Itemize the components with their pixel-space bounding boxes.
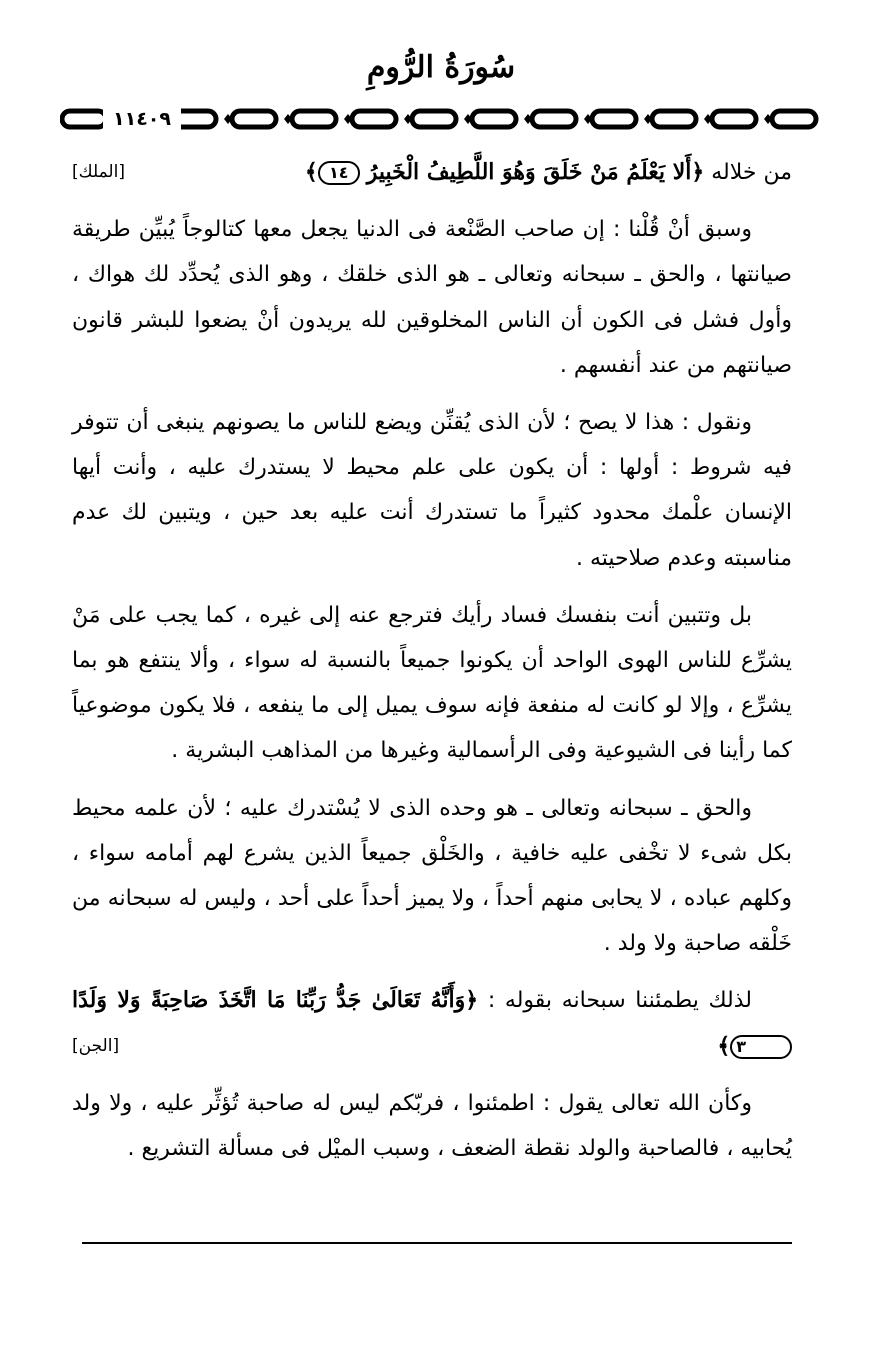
- lead-text: من خلاله: [704, 160, 792, 185]
- lead-text: لذلك يطمئننا سبحانه بقوله :: [478, 988, 752, 1014]
- paragraph: والحق ـ سبحانه وتعالى ـ هو وحده الذى لا يُسْتدرك عليه ؛ لأن علمه محيط بكل شىء لا تخْفى عليه خافية ، والخَلْق جميعاً الذين يشرع لهم أمامه سواء ، وكلهم عباده ، لا يحابى منهم أحداً ، ولا يميز أحداً على أحد ، وليس له سبحانه من خَلْقه صاحبة ولا ولد .: [72, 795, 792, 957]
- surah-reference: [الملك]: [72, 162, 125, 182]
- paragraph: وسبق أنْ قُلْنا : إن صاحب الصَّنْعة فى الدنيا يجعل معها كتالوجاً يُبيِّن طريقة صيانتها ، والحق ـ سبحانه وتعالى ـ هو الذى خلقك ، وهو الذى يُحدِّد لك هواك ، وأول فشل فى الكون أن الناس المخلوقين لله يريدون أنْ يضعوا للبشر قانون صيانتهم من عند أنفسهم .: [72, 217, 792, 378]
- body-text: [72, 150, 792, 1183]
- surah-reference: [الجن]: [72, 1035, 120, 1056]
- quran-verse: ﴿أَلا يَعْلَمُ مَنْ خَلَقَ وَهُوَ اللَّطِيفُ الْخَبِيرُ: [366, 159, 705, 185]
- quran-verse: ﴿وَأَنَّهُ تَعَالَىٰ جَدُّ رَبِّنَا مَا اتَّخَذَ صَاحِبَةً وَلا وَلَدًا: [72, 987, 479, 1014]
- verse-number: ١٤: [318, 161, 360, 185]
- paragraph: وكأن الله تعالى يقول : اطمئنوا ، فربّكم ليس له صاحبة تُؤثِّر عليه ، ولا ولد يُحابيه ، فالصاحبة والولد نقطة الضعف ، وسبب الميْل فى مسألة التشريع .: [72, 1090, 792, 1162]
- paragraph: بل وتتبين أنت بنفسك فساد رأيك فترجع عنه إلى غيره ، كما يجب على مَنْ يشرِّع للناس الهوى الواحد أن يكونوا جميعاً بالنسبة له سواء ، وألا ينتفع هو بما يشرِّع ، وإلا لو كانت له منفعة فإنه سوف يميل إلى ما ينفعه ، فلا يكون موضوعياً كما رأينا فى الشيوعية وفى الرأسمالية وغيرها من المذاهب البشرية .: [72, 602, 792, 764]
- surah-title: سُورَةُ الرُّومِ: [366, 50, 516, 85]
- paragraph: ونقول : هذا لا يصح ؛ لأن الذى يُقنِّن ويضع للناس ما يصونهم ينبغى أن تتوفر فيه شروط : أولها : أن يكون على علم محيط لا يستدرك عليه ، وأنت أيها الإنسان علْمك محدود كثيراً ما تستدرك أنت عليه بعد حين ، ويتبين لك عدم مناسبته وعدم صلاحيته .: [72, 410, 792, 571]
- verse-bracket: ﴾: [717, 1032, 731, 1059]
- paragraph: [72, 150, 792, 195]
- paragraph: [72, 978, 792, 1068]
- verse-bracket: ﴾: [304, 159, 318, 185]
- page-number: ١١٤٠٩: [103, 104, 181, 134]
- footer-rule: [82, 1242, 792, 1244]
- verse-number: ٣: [730, 1035, 792, 1059]
